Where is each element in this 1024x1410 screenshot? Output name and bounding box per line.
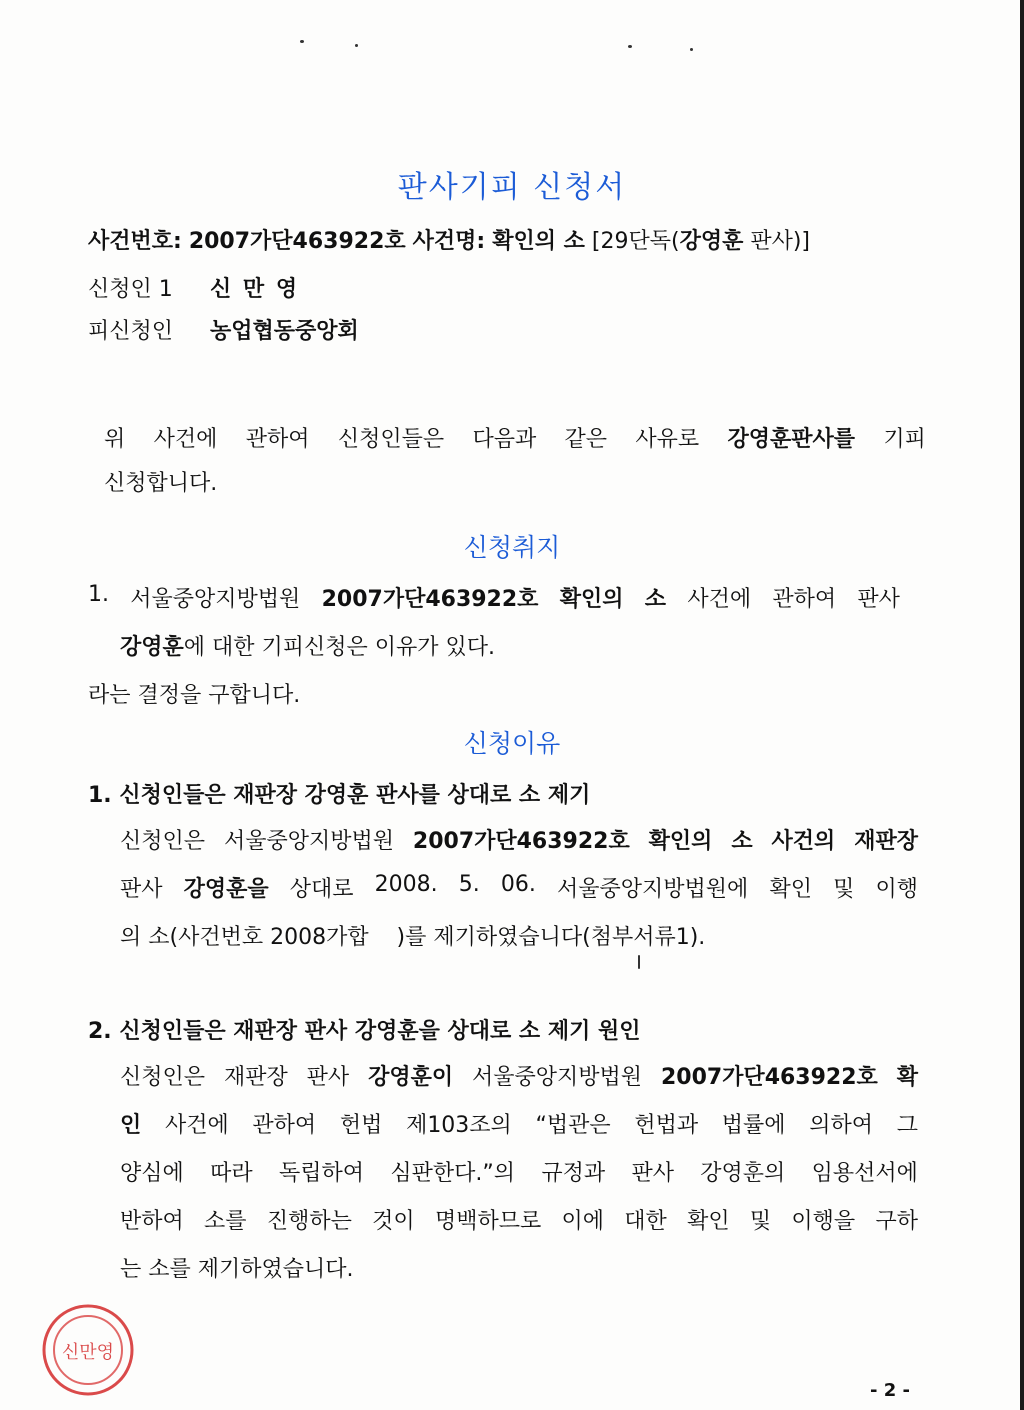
word: “법관은 — [535, 1113, 611, 1138]
word: 1. — [88, 582, 109, 607]
word: 재판장 — [854, 829, 918, 854]
applicant-label: 신청인 1 — [88, 277, 173, 302]
word: 진행하는 — [266, 1209, 352, 1234]
word: 규정과 — [541, 1161, 606, 1186]
division-close: 판사)] — [750, 229, 810, 254]
case-number-label: 사건번호: — [88, 229, 182, 254]
reason-2-line-2 — [120, 1108, 918, 1139]
case-info-line — [88, 224, 968, 255]
word: 심판한다.”의 — [390, 1161, 515, 1186]
word: 헌법과 — [634, 1113, 699, 1138]
word: 임용선서에 — [811, 1161, 918, 1186]
word: 강영훈판사를 — [727, 427, 856, 452]
case-name: 확인의 소 — [492, 229, 585, 254]
case-number: 2007가단463922호 — [188, 229, 406, 254]
purpose-line-3: 라는 결정을 구합니다. — [88, 683, 301, 708]
intro-line-2: 신청합니다. — [104, 471, 218, 496]
word: 2007가단463922호 — [321, 587, 539, 612]
word: 06. — [500, 872, 536, 897]
purpose-line-2 — [120, 630, 720, 661]
seal-text: 신만영 — [61, 1342, 115, 1363]
word: 강영훈이 — [368, 1065, 454, 1090]
applicant-line — [88, 272, 688, 303]
word: 것이 — [372, 1209, 415, 1234]
word: 2007가단463922호 — [412, 829, 630, 854]
respondent-line — [88, 314, 688, 345]
word: 그 — [896, 1113, 918, 1138]
purpose-text: 에 대한 기피신청은 이유가 있다. — [183, 635, 496, 660]
word: 5. — [458, 872, 480, 897]
word: 이행 — [875, 877, 918, 902]
reason-2-heading: 2. 신청인들은 재판장 판사 강영훈을 상대로 소 제기 원인 — [88, 1019, 641, 1044]
reason-2-line-3 — [120, 1156, 918, 1187]
scan-speck — [628, 45, 632, 48]
word: 관하여 — [772, 587, 837, 612]
word: 판사 — [857, 587, 900, 612]
intro-line-1 — [104, 422, 926, 453]
page-number: - 2 - — [870, 1380, 910, 1401]
word: 판사 — [306, 1065, 350, 1090]
reason-2-line-5: 는 소를 제기하였습니다. — [120, 1257, 354, 1282]
word: 같은 — [564, 427, 608, 452]
word: 확인의 — [648, 829, 713, 854]
word: 관하여 — [252, 1113, 317, 1138]
word: 소 — [731, 829, 753, 854]
red-seal-stamp — [38, 1300, 138, 1400]
case-name-label: 사건명: — [412, 229, 486, 254]
word: 양심에 — [120, 1161, 184, 1186]
reason-2-line-4 — [120, 1204, 918, 1235]
word: 재판장 — [223, 1065, 288, 1090]
word: 사건에 — [687, 587, 752, 612]
word: 위 — [104, 427, 126, 452]
word: 확인 — [687, 1209, 730, 1234]
word: 독립하여 — [278, 1161, 364, 1186]
word: 이행을 — [791, 1209, 856, 1234]
word: 서울중앙지방법원 — [130, 587, 301, 612]
word: 대한 — [624, 1209, 667, 1234]
word: 2007가단463922호 — [660, 1065, 878, 1090]
section-title-purpose: 신청취지 — [463, 533, 561, 562]
word: 2008. — [374, 872, 438, 897]
purpose-line-1 — [88, 582, 900, 613]
word: 제103조의 — [406, 1113, 512, 1138]
word: 확 — [896, 1065, 918, 1090]
word: 인 — [120, 1113, 142, 1138]
scan-speck — [355, 44, 358, 47]
word: 반하여 — [120, 1209, 184, 1234]
judge-name: 강영훈 — [679, 229, 744, 254]
word: 및 — [833, 877, 855, 902]
word: 판사 — [120, 877, 163, 902]
section-title-reasons: 신청이유 — [463, 729, 561, 758]
word: 기피 — [883, 427, 926, 452]
word: 서울중앙지방법원 — [223, 829, 394, 854]
word: 사건에 — [164, 1113, 229, 1138]
reason-2-line-1 — [120, 1060, 918, 1091]
reason-1-line-1 — [120, 824, 918, 855]
word: 소 — [644, 587, 667, 612]
word: 구하 — [875, 1209, 918, 1234]
reason-1-line-3: 의 소(사건번호 2008가합 )를 제기하였습니다(첨부서류1). — [120, 925, 706, 950]
word: 의하여 — [809, 1113, 874, 1138]
word: 확인 — [769, 877, 812, 902]
word: 사건의 — [771, 829, 836, 854]
reason-1-heading: 1. 신청인들은 재판장 강영훈 판사를 상대로 소 제기 — [88, 783, 591, 808]
word: 신청인은 — [120, 1065, 206, 1090]
word: 판사 — [631, 1161, 674, 1186]
word: 확인의 — [559, 587, 624, 612]
word: 상대로 — [289, 877, 354, 902]
word: 관하여 — [245, 427, 310, 452]
scan-speck — [690, 48, 693, 51]
scan-speck — [300, 40, 304, 43]
scan-speck — [638, 955, 640, 969]
word: 및 — [749, 1209, 772, 1234]
word: 명백하므로 — [434, 1209, 542, 1234]
word: 신청인은 — [120, 829, 206, 854]
word: 서울중앙지방법원 — [472, 1065, 643, 1090]
word: 서울중앙지방법원에 — [557, 877, 749, 902]
reason-1-line-2 — [120, 872, 918, 903]
word: 헌법 — [339, 1113, 383, 1138]
document-title: 판사기피 신청서 — [397, 170, 627, 205]
word: 강영훈의 — [700, 1161, 786, 1186]
respondent-label: 피신청인 — [88, 319, 174, 344]
judge-name: 강영훈 — [120, 635, 184, 660]
word: 소를 — [204, 1209, 247, 1234]
word: 강영훈을 — [183, 877, 269, 902]
respondent-name: 농업협동중앙회 — [210, 319, 359, 344]
word: 신청인들은 — [337, 427, 445, 452]
applicant-name: 신 만 영 — [210, 277, 300, 302]
word: 사유로 — [635, 427, 700, 452]
word: 다음과 — [472, 427, 537, 452]
scan-edge — [1020, 0, 1024, 1410]
word: 따라 — [210, 1161, 253, 1186]
division-open: [29단독( — [591, 229, 680, 254]
word: 법률에 — [721, 1113, 786, 1138]
word: 사건에 — [153, 427, 218, 452]
word: 이에 — [561, 1209, 604, 1234]
